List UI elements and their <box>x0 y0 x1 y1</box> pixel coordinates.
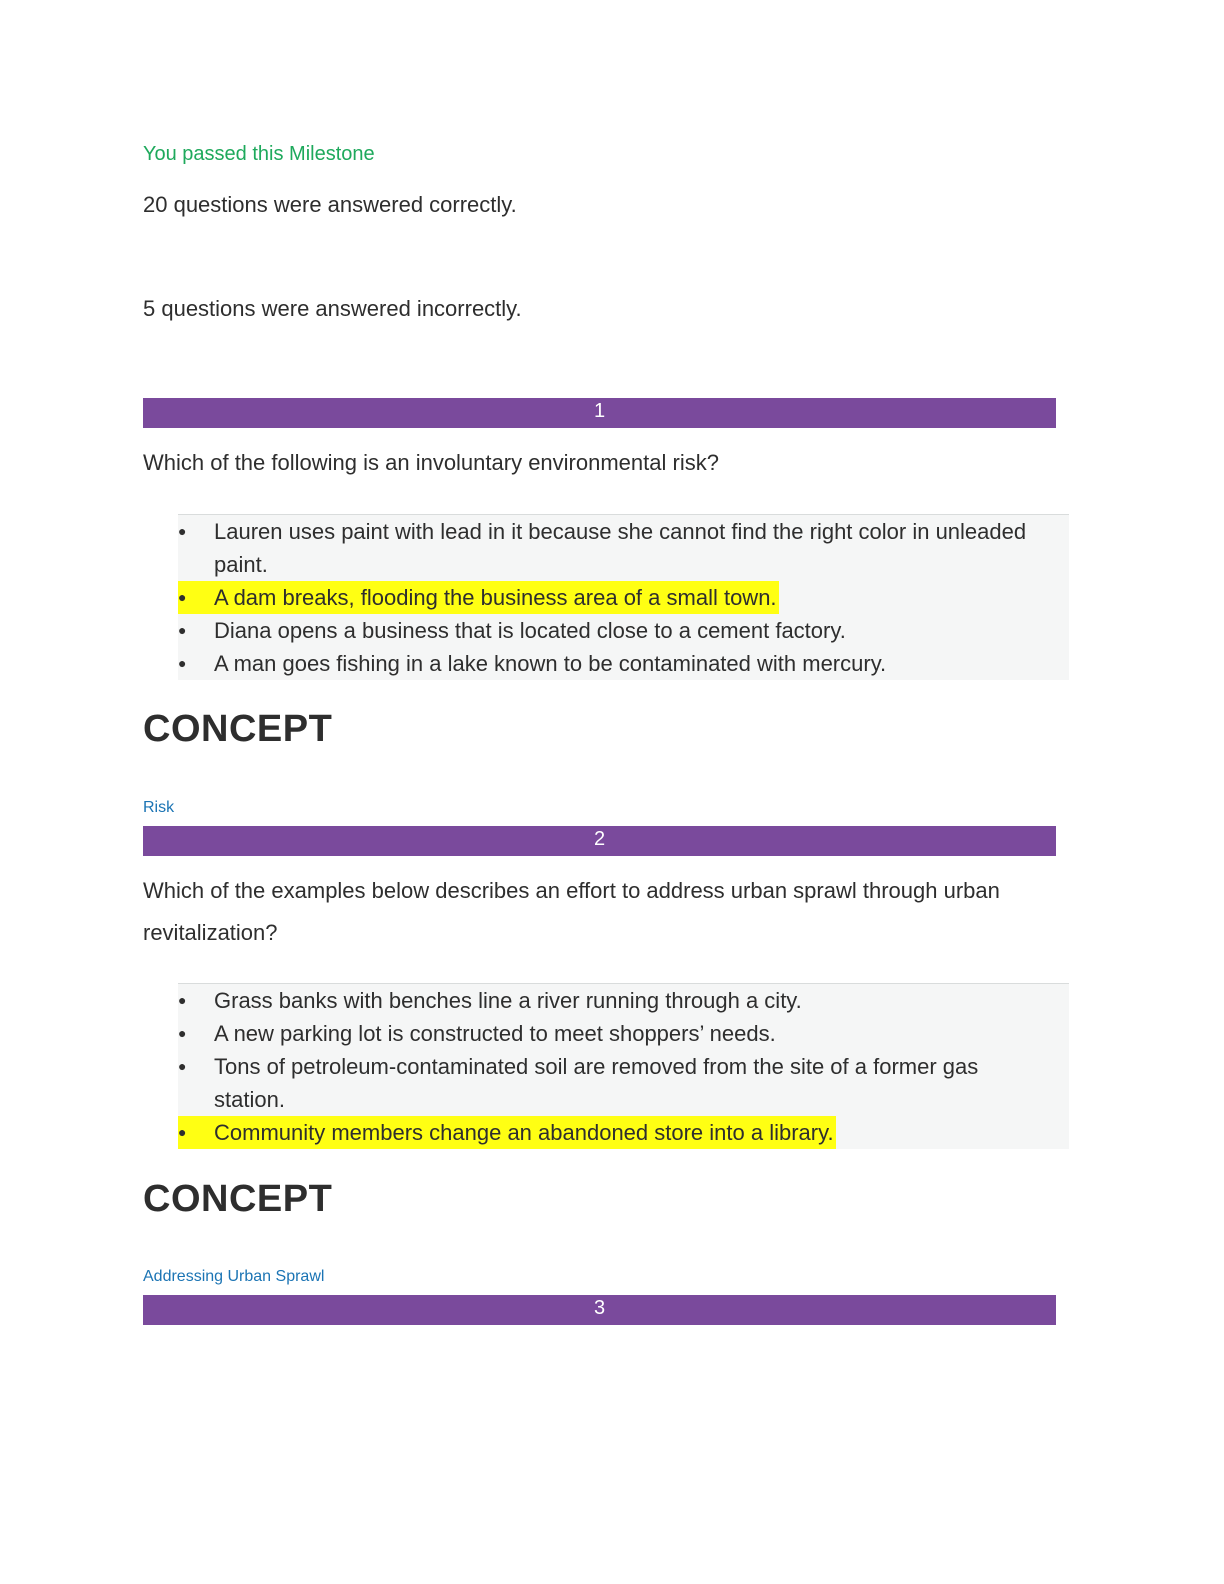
bullet-icon: ● <box>178 622 187 638</box>
question-number-bar: 1 <box>143 398 1056 428</box>
answer-option <box>178 515 1069 581</box>
answer-option <box>178 614 1069 647</box>
question-text: Which of the examples below describes an effort to address urban sprawl through urban revitalization? <box>143 878 1000 945</box>
bullet-icon: ● <box>178 655 187 671</box>
answer-option-selected <box>178 581 779 614</box>
answer-text: A dam breaks, flooding the business area of a small town. <box>214 585 777 610</box>
answer-text: Lauren uses paint with lead in it because she cannot find the right color in unleaded paint. <box>214 519 1027 577</box>
bullet-icon: ● <box>178 1124 187 1140</box>
concept-link[interactable]: Risk <box>143 799 175 816</box>
answer-text: Diana opens a business that is located close to a cement factory. <box>214 618 846 643</box>
answer-text: Tons of petroleum-contaminated soil are removed from the site of a former gas station. <box>214 1054 979 1112</box>
bullet-icon: ● <box>178 589 187 605</box>
answer-option <box>178 1017 1069 1050</box>
correct-count-text: 20 questions were answered correctly. <box>143 192 517 217</box>
question-text: Which of the following is an involuntary environmental risk? <box>143 450 719 475</box>
bullet-icon: ● <box>178 523 187 539</box>
answer-list <box>178 983 1069 1149</box>
answer-list <box>178 514 1069 680</box>
answer-text: Grass banks with benches line a river running through a city. <box>214 988 802 1013</box>
question-number-bar: 3 <box>143 1295 1056 1325</box>
question-number-bar: 2 <box>143 826 1056 856</box>
answer-option <box>178 1050 1069 1116</box>
milestone-status: You passed this Milestone <box>143 143 375 165</box>
concept-heading: CONCEPT <box>143 1178 333 1220</box>
bullet-icon: ● <box>178 1058 187 1074</box>
answer-option-selected <box>178 1116 836 1149</box>
answer-text: A man goes fishing in a lake known to be contaminated with mercury. <box>214 651 887 676</box>
answer-text: A new parking lot is constructed to meet shoppers’ needs. <box>214 1021 776 1046</box>
answer-option <box>178 984 1069 1017</box>
bullet-icon: ● <box>178 1025 187 1041</box>
answer-option <box>178 647 1069 680</box>
answer-text: Community members change an abandoned store into a library. <box>214 1120 834 1145</box>
bullet-icon: ● <box>178 992 187 1008</box>
incorrect-count-text: 5 questions were answered incorrectly. <box>143 296 522 321</box>
concept-link[interactable]: Addressing Urban Sprawl <box>143 1268 325 1285</box>
concept-heading: CONCEPT <box>143 708 333 750</box>
